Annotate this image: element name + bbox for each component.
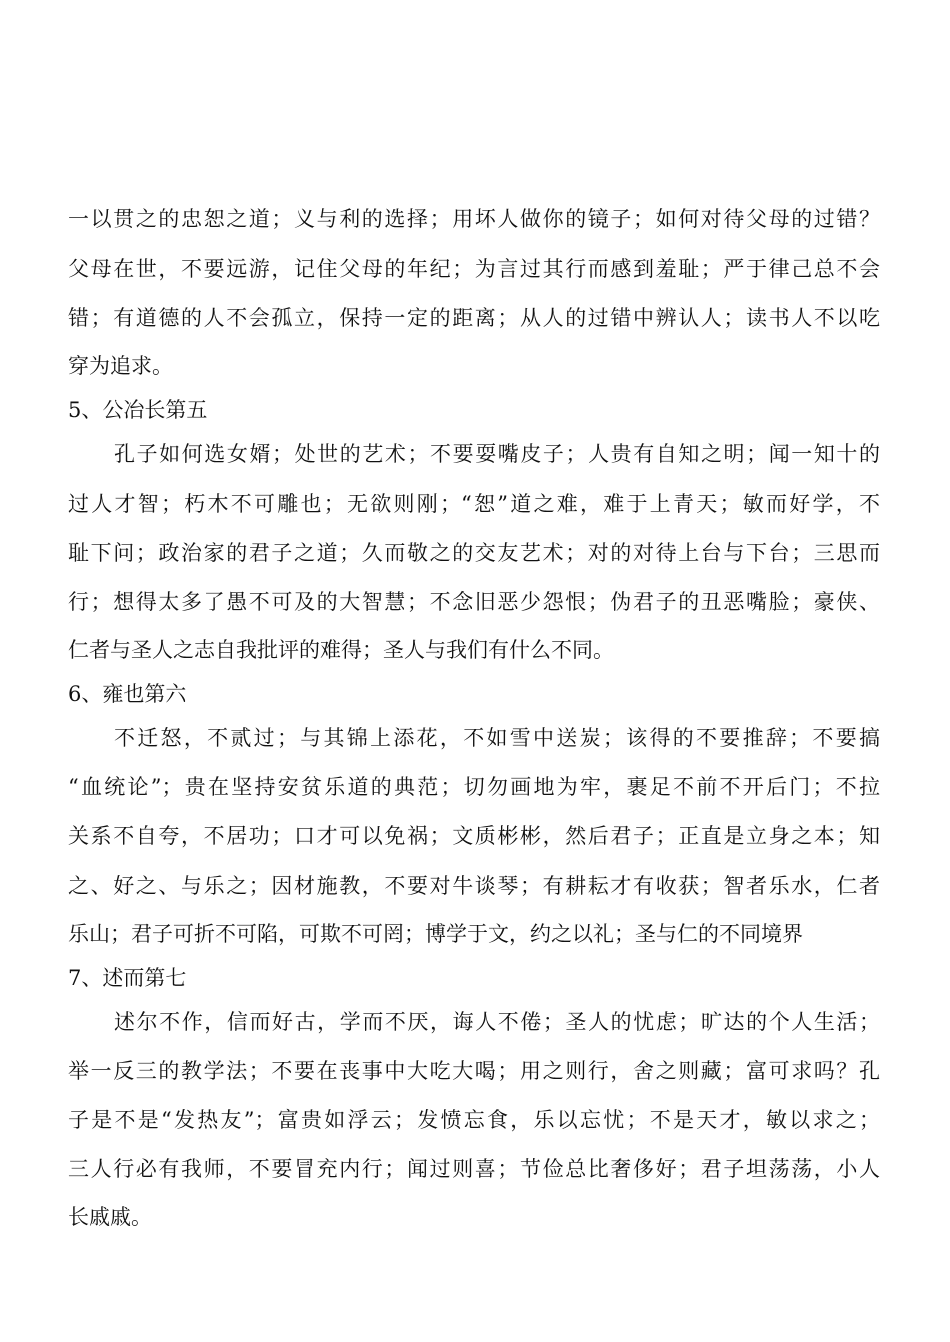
text-line: 一以贯之的忠恕之道；义与利的选择；用坏人做你的镜子；如何对待父母的过错？ — [68, 207, 880, 231]
text-line: 父母在世，不要远游，记住父母的年纪；为言过其行而感到羞耻；严于律己总不会 — [68, 257, 880, 281]
text-line: 行；想得太多了愚不可及的大智慧；不念旧恶少怨恨；伪君子的丑恶嘴脸；豪侠、 — [68, 590, 880, 614]
section-heading: 6、雍也第六 — [68, 682, 187, 706]
text-line: “血统论”；贵在坚持安贫乐道的典范；切勿画地为牢，裹足不前不开后门；不拉 — [68, 775, 880, 799]
text-line: 不迁怒，不贰过；与其锦上添花，不如雪中送炭；该得的不要推辞；不要搞 — [114, 726, 880, 750]
text-line: 述尔不作，信而好古，学而不厌，诲人不倦；圣人的忧虑；旷达的个人生活； — [114, 1010, 880, 1034]
text-line: 长戚戚。 — [68, 1205, 152, 1229]
text-line: 仁者与圣人之志自我批评的难得；圣人与我们有什么不同。 — [68, 638, 614, 662]
text-line: 过人才智；朽木不可雕也；无欲则刚；“恕”道之难，难于上青天；敏而好学，不 — [68, 492, 880, 516]
text-line: 孔子如何选女婿；处世的艺术；不要耍嘴皮子；人贵有自知之明；闻一知十的 — [114, 442, 880, 466]
text-line: 子是不是“发热友”；富贵如浮云；发愤忘食，乐以忘忧；不是天才，敏以求之； — [68, 1108, 880, 1132]
text-line: 举一反三的教学法；不要在丧事中大吃大喝；用之则行，舍之则藏；富可求吗？孔 — [68, 1059, 880, 1083]
text-line: 穿为追求。 — [68, 354, 173, 378]
section-heading: 7、述而第七 — [68, 966, 187, 990]
text-line: 三人行必有我师，不要冒充内行；闻过则喜；节俭总比奢侈好；君子坦荡荡，小人 — [68, 1157, 880, 1181]
text-line: 错；有道德的人不会孤立，保持一定的距离；从人的过错中辨认人；读书人不以吃 — [68, 306, 880, 330]
text-line: 关系不自夸，不居功；口才可以免祸；文质彬彬，然后君子；正直是立身之本；知 — [68, 824, 880, 848]
section-heading: 5、公冶长第五 — [68, 398, 208, 422]
text-line: 耻下问；政治家的君子之道；久而敬之的交友艺术；对的对待上台与下台；三思而 — [68, 541, 880, 565]
text-line: 乐山；君子可折不可陷，可欺不可罔；博学于文，约之以礼；圣与仁的不同境界 — [68, 922, 803, 946]
text-line: 之、好之、与乐之；因材施教，不要对牛谈琴；有耕耘才有收获；智者乐水，仁者 — [68, 874, 880, 898]
